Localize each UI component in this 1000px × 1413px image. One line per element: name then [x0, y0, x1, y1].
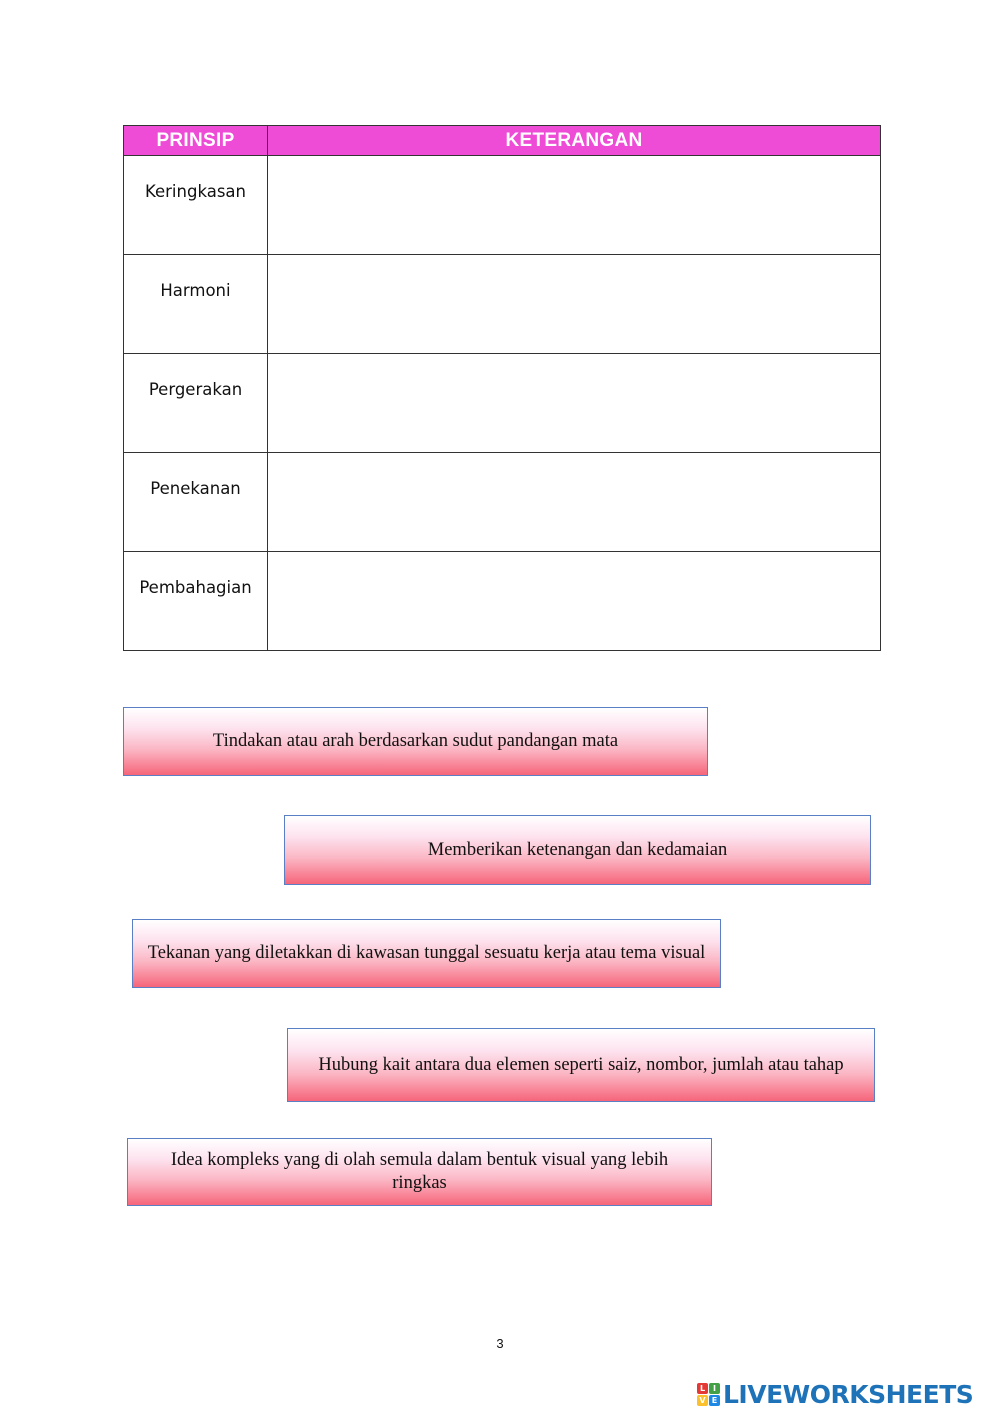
page-number: 3: [496, 1336, 504, 1351]
draggable-card-pembahagian[interactable]: Hubung kait antara dua elemen seperti saiz, nombor, jumlah atau tahap: [287, 1028, 875, 1102]
logo-letter: E: [709, 1395, 720, 1406]
header-keterangan: KETERANGAN: [268, 126, 881, 156]
table-header-row: [124, 126, 881, 156]
prinsip-cell: Pembahagian: [124, 552, 268, 651]
principles-table: [123, 125, 881, 651]
logo-letter: V: [697, 1395, 708, 1406]
table-row: [124, 354, 881, 453]
table-row: [124, 156, 881, 255]
header-prinsip: PRINSIP: [124, 126, 268, 156]
draggable-card-harmoni[interactable]: Memberikan ketenangan dan kedamaian: [284, 815, 871, 885]
keterangan-drop-zone[interactable]: [268, 453, 881, 552]
keterangan-drop-zone[interactable]: [268, 255, 881, 354]
prinsip-cell: Penekanan: [124, 453, 268, 552]
draggable-card-pergerakan[interactable]: Tindakan atau arah berdasarkan sudut pandangan mata: [123, 707, 708, 776]
logo-text: LIVEWORKSHEETS: [723, 1379, 974, 1409]
table-row: [124, 255, 881, 354]
table-row: [124, 552, 881, 651]
prinsip-cell: Pergerakan: [124, 354, 268, 453]
liveworksheets-logo: [697, 1377, 973, 1411]
keterangan-drop-zone[interactable]: [268, 354, 881, 453]
logo-icon: [697, 1383, 720, 1406]
logo-letter: L: [697, 1383, 708, 1394]
draggable-card-penekanan[interactable]: Tekanan yang diletakkan di kawasan tunggal sesuatu kerja atau tema visual: [132, 919, 721, 988]
keterangan-drop-zone[interactable]: [268, 552, 881, 651]
table-row: [124, 453, 881, 552]
logo-letter: I: [709, 1383, 720, 1394]
prinsip-cell: Harmoni: [124, 255, 268, 354]
keterangan-drop-zone[interactable]: [268, 156, 881, 255]
prinsip-cell: Keringkasan: [124, 156, 268, 255]
draggable-card-keringkasan[interactable]: Idea kompleks yang di olah semula dalam bentuk visual yang lebih ringkas: [127, 1138, 712, 1206]
